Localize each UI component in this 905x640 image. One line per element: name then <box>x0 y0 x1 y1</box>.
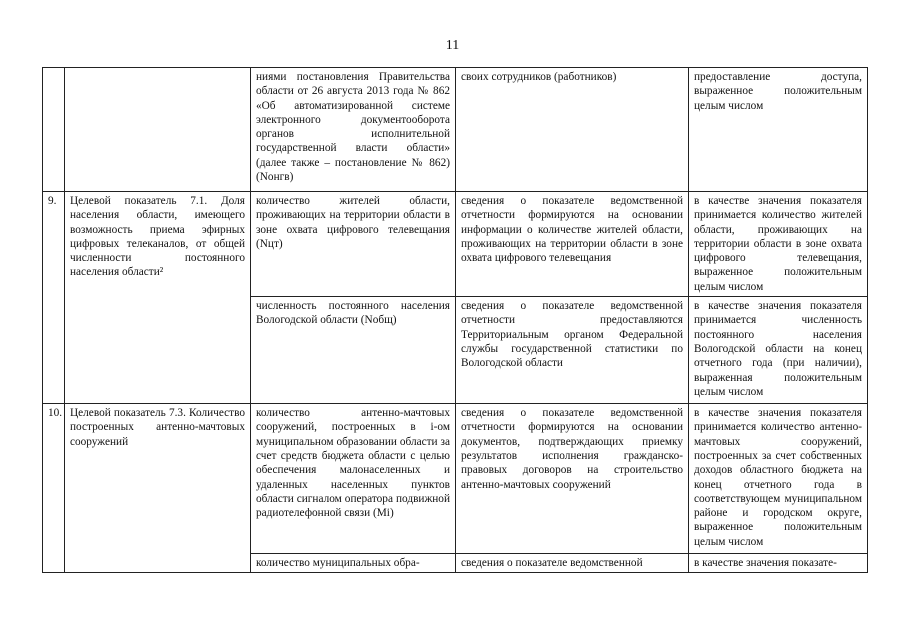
source-cell: сведения о показателе ведомственной отчетности формируются на основании документов, подтверждающих приемку результатов исполнения гражданско-правовых договоров на строительство антенно-мачтовых сооружений <box>456 404 689 554</box>
parameter-cell: численность постоянного населения Вологодской области (Nобщ) <box>251 297 456 404</box>
page-number: 11 <box>445 38 460 53</box>
indicator-name: Целевой показатель 7.3. Количество построенных антенно-мачтовых сооружений <box>65 404 251 573</box>
row-number: 10. <box>43 404 65 573</box>
indicator-name <box>65 68 251 192</box>
parameter-cell: количество жителей области, проживающих на территории области в зоне охвата цифрового телевещания (Nцт) <box>251 192 456 297</box>
table-row <box>43 192 868 297</box>
parameter-cell: количество антенно-мачтовых сооружений, построенных в i-ом муниципальном образовании области за счет средств бюджета области с целью обеспечения малонаселенных и удаленных населенных пунктов области сигналом оператора подвижной радиотелефонной связи (Mi) <box>251 404 456 554</box>
table-row <box>43 68 868 192</box>
indicator-table <box>42 67 868 573</box>
parameter-cell: ниями постановления Правительства области от 26 августа 2013 года № 862 «Об автоматизированной системе электронного документооборота органов исполнительной государственной власти области» (далее также – постановление № 862) (Nонгв) <box>251 68 456 192</box>
indicator-name: Целевой показатель 7.1. Доля населения области, имеющего возможность приема эфирных цифровых телеканалов, от общей численности постоянного населения области² <box>65 192 251 404</box>
row-number <box>43 68 65 192</box>
calculation-cell: в качестве значения показате- <box>689 554 868 573</box>
calculation-cell: предоставление доступа, выраженное положительным целым числом <box>689 68 868 192</box>
calculation-cell: в качестве значения показателя принимается количество жителей области, проживающих на территории области в зоне охвата цифрового телевещания, выраженное положительным целым числом <box>689 192 868 297</box>
source-cell: сведения о показателе ведомственной отчетности формируются на основании информации о количестве жителей области, проживающих на территории области в зоне охвата цифрового телевещания <box>456 192 689 297</box>
calculation-cell: в качестве значения показателя принимается количество антенно-мачтовых сооружений, построенных за счет собственных доходов областного бюджета на конец отчетного года в соответствующем муниципальном районе и городском округе, выраженное положительным целым числом <box>689 404 868 554</box>
source-cell: сведения о показателе ведомственной <box>456 554 689 573</box>
parameter-cell: количество муниципальных обра- <box>251 554 456 573</box>
source-cell: сведения о показателе ведомственной отчетности предоставляются Территориальным органом Федеральной службы государственной статистики по Вологодской области <box>456 297 689 404</box>
table-row <box>43 404 868 554</box>
calculation-cell: в качестве значения показателя принимается численность постоянного населения Вологодской области на конец отчетного года (при наличии), выраженная положительным целым числом <box>689 297 868 404</box>
row-number: 9. <box>43 192 65 404</box>
source-cell: своих сотрудников (работников) <box>456 68 689 192</box>
